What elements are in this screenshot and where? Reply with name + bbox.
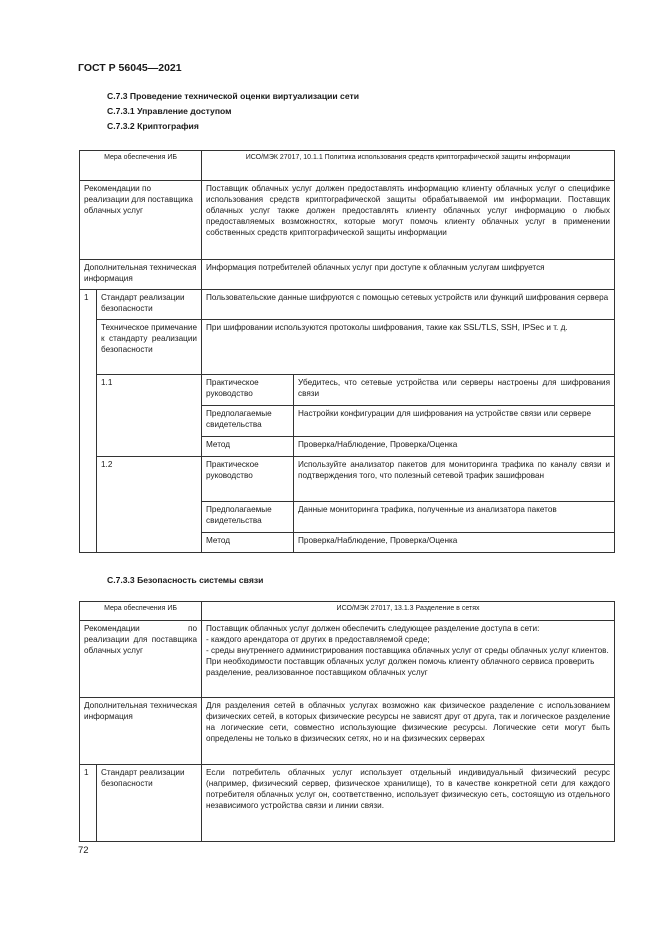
item-row-text: Проверка/Наблюдение, Проверка/Оценка [294,437,615,457]
table1-std-label: Стандарт реализации безопасности [97,290,202,320]
table1-std-text: Пользовательские данные шифруются с помощью сетевых устройств или функций шифрования сервера [202,290,615,320]
document-header: ГОСТ Р 56045—2021 [78,62,182,74]
table2-row-number: 1 [80,765,97,842]
network-separation-table [79,601,615,842]
table1-rec-text: Поставщик облачных услуг должен предоставлять информацию клиенту облачных услуг о специфике использования средств криптографической защиты обрабатываемой им информации. Поставщик облачных услуг также должен предоставлять клиенту облачных услуг информацию о любых предоставляемых возможностях, которые могут помочь клиенту облачных услуг в применении собственных средств криптографической защиты информации [202,181,615,260]
item-row-text: Используйте анализатор пакетов для мониторинга трафика по каналу связи и подтверждения того, что полезный сетевой трафик зашифрован [294,457,615,502]
item-row-label: Практическое руководство [202,457,294,502]
item-row-label: Предполагаемые свидетельства [202,502,294,533]
item-row-label: Метод [202,533,294,553]
section-heading-c731: С.7.3.1 Управление доступом [107,106,232,116]
rec-line: При необходимости поставщик облачных услуг должен помочь клиенту облачного сервиса проверить разделение, реализованное поставщиком облачных услуг [206,657,595,677]
cryptography-table [79,150,615,553]
table2-head-right: ИСО/МЭК 27017, 13.1.3 Разделение в сетях [202,602,615,621]
table1-add-label: Дополнительная техническая информация [80,260,202,290]
table2-add-label: Дополнительная техническая информация [80,698,202,765]
section-heading-c73: С.7.3 Проведение технической оценки виртуализации сети [107,91,359,101]
section-heading-c733: С.7.3.3 Безопасность системы связи [107,575,264,585]
table1-head-left: Мера обеспечения ИБ [80,151,202,181]
item-row-text: Убедитесь, что сетевые устройства или серверы настроены для шифрования связи [294,375,615,406]
table2-rec-text [202,621,615,698]
rec-line: - среды внутреннего администрирования поставщика облачных услуг от среды облачных услуг клиентов. [206,646,609,655]
item-row-label: Предполагаемые свидетельства [202,406,294,437]
item-row-text: Проверка/Наблюдение, Проверка/Оценка [294,533,615,553]
table2-std-label: Стандарт реализации безопасности [97,765,202,842]
table2-add-text: Для разделения сетей в облачных услугах возможно как физическое разделение с использованием физических сетей, в которых физические ресурсы не зависят друг от друга, так и логическое разделение на логические сети, совместно использующие физические ресурсы. Логические сети могут быть определены не только в физических сетях, но и на физических серверах [202,698,615,765]
item-row-label: Практическое руководство [202,375,294,406]
table1-row-number: 1 [80,290,97,553]
table1-note-label: Техническое примечание к стандарту реализации безопасности [97,320,202,375]
section-heading-c732: С.7.3.2 Криптография [107,121,199,131]
table1-add-text: Информация потребителей облачных услуг при доступе к облачным услугам шифруется [202,260,615,290]
table1-note-text: При шифровании используются протоколы шифрования, такие как SSL/TLS, SSH, IPSec и т. д. [202,320,615,375]
item-id: 1.1 [97,375,202,457]
item-row-text: Настройки конфигурации для шифрования на устройстве связи или сервере [294,406,615,437]
item-row-text: Данные мониторинга трафика, полученные из анализатора пакетов [294,502,615,533]
table1-rec-label: Рекомендации по реализации для поставщика облачных услуг [80,181,202,260]
rec-line: Поставщик облачных услуг должен обеспечить следующее разделение доступа в сети: [206,624,540,633]
table2-rec-label: Рекомендации по реализации для поставщика облачных услуг [80,621,202,698]
table1-head-right: ИСО/МЭК 27017, 10.1.1 Политика использования средств криптографической защиты информации [202,151,615,181]
table2-head-left: Мера обеспечения ИБ [80,602,202,621]
page-number: 72 [78,845,89,856]
item-id: 1.2 [97,457,202,553]
item-row-label: Метод [202,437,294,457]
rec-line: - каждого арендатора от других в предоставляемой среде; [206,635,430,644]
table2-std-text: Если потребитель облачных услуг использует отдельный индивидуальный физический ресурс (например, физический сервер, физическое хранилище), то в качестве конкретной сети для каждого потребителя облачных услуг он, соответственно, использует физическую сеть, состоящую из отдельного независимого устройства связи и линии связи. [202,765,615,842]
